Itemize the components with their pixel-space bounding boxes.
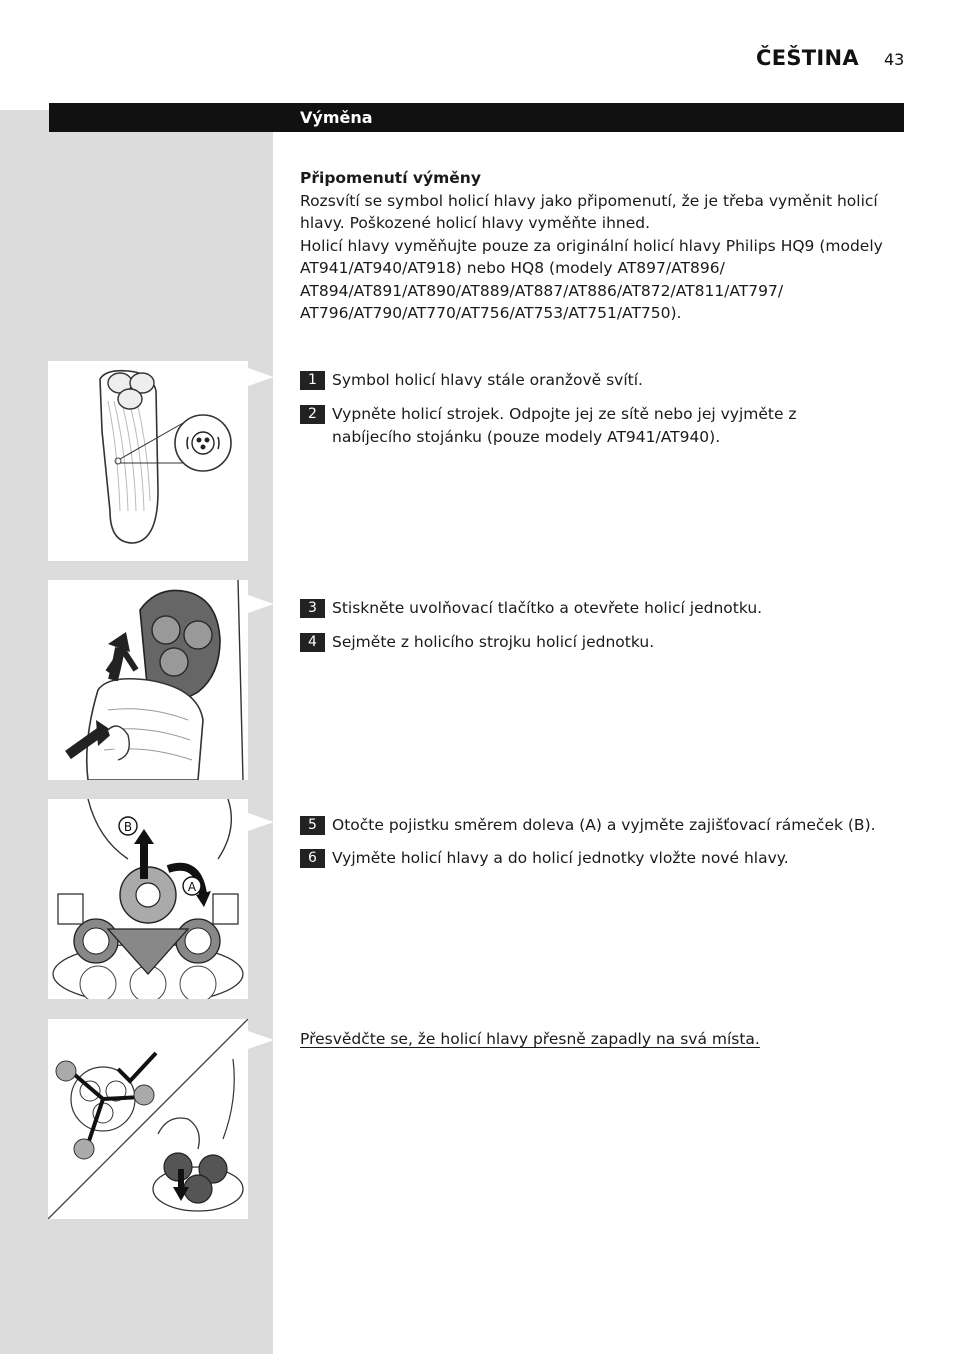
figure-pointer <box>248 813 274 831</box>
step-text: Symbol holicí hlavy stále oranžově svítí. <box>332 371 643 389</box>
reminder-paragraph-2: Holicí hlavy vyměňujte pouze za originální holicí hlavy Philips HQ9 (modely AT941/AT940/AT918) nebo HQ8 (modely AT897/AT896/ AT894/AT891/AT890/AT889/AT887/AT886/AT872/AT811/AT797/ AT796/AT790/AT770/AT756/AT753/AT751/AT750). <box>300 236 883 322</box>
figure-heads-in-place <box>48 1019 248 1219</box>
figure-open-unit <box>48 580 248 780</box>
language-heading: ČEŠTINA <box>756 46 859 70</box>
label-a: A <box>187 880 197 894</box>
section-title: Výměna <box>300 108 373 127</box>
step-4 <box>300 631 904 654</box>
reminder-block <box>300 167 900 325</box>
step-text: Otočte pojistku směrem doleva (A) a vyjměte zajišťovací rámeček (B). <box>332 816 876 834</box>
step-3 <box>300 597 904 620</box>
heads-in-place-illustration <box>48 1019 248 1219</box>
figure-shaver-symbol <box>48 361 248 561</box>
step-number: 2 <box>300 405 325 424</box>
step-6 <box>300 847 904 870</box>
retaining-frame-illustration <box>48 799 248 999</box>
step-number: 4 <box>300 633 325 652</box>
label-b: B <box>123 820 133 834</box>
step-2 <box>300 403 860 448</box>
step-1 <box>300 369 904 392</box>
shaver-illustration <box>48 361 248 561</box>
step-text: Vyjměte holicí hlavy a do holicí jednotky vložte nové hlavy. <box>332 849 789 867</box>
open-unit-illustration <box>48 580 248 780</box>
step-number: 3 <box>300 599 325 618</box>
figure-pointer <box>248 368 274 386</box>
section-bar <box>49 103 904 132</box>
step-5 <box>300 814 904 837</box>
figure-pointer <box>248 595 274 613</box>
figure-retaining-frame <box>48 799 248 999</box>
reminder-paragraph-1: Rozsvítí se symbol holicí hlavy jako připomenutí, že je třeba vyměnit holicí hlavy. Poškozené holicí hlavy vyměňte ihned. <box>300 191 878 232</box>
check-note: Přesvědčte se, že holicí hlavy přesně zapadly na svá místa. <box>300 1030 760 1048</box>
step-number: 5 <box>300 816 325 835</box>
step-text: Sejměte z holicího strojku holicí jednotku. <box>332 633 655 651</box>
reminder-heading: Připomenutí výměny <box>300 169 481 187</box>
step-number: 6 <box>300 849 325 868</box>
page-number: 43 <box>884 50 905 69</box>
step-text: Stiskněte uvolňovací tlačítko a otevřete holicí jednotku. <box>332 599 763 617</box>
figure-pointer <box>248 1031 274 1049</box>
step-text: Vypněte holicí strojek. Odpojte jej ze sítě nebo jej vyjměte z nabíjecího stojánku (pouze modely AT941/AT940). <box>332 405 797 446</box>
step-number: 1 <box>300 371 325 390</box>
